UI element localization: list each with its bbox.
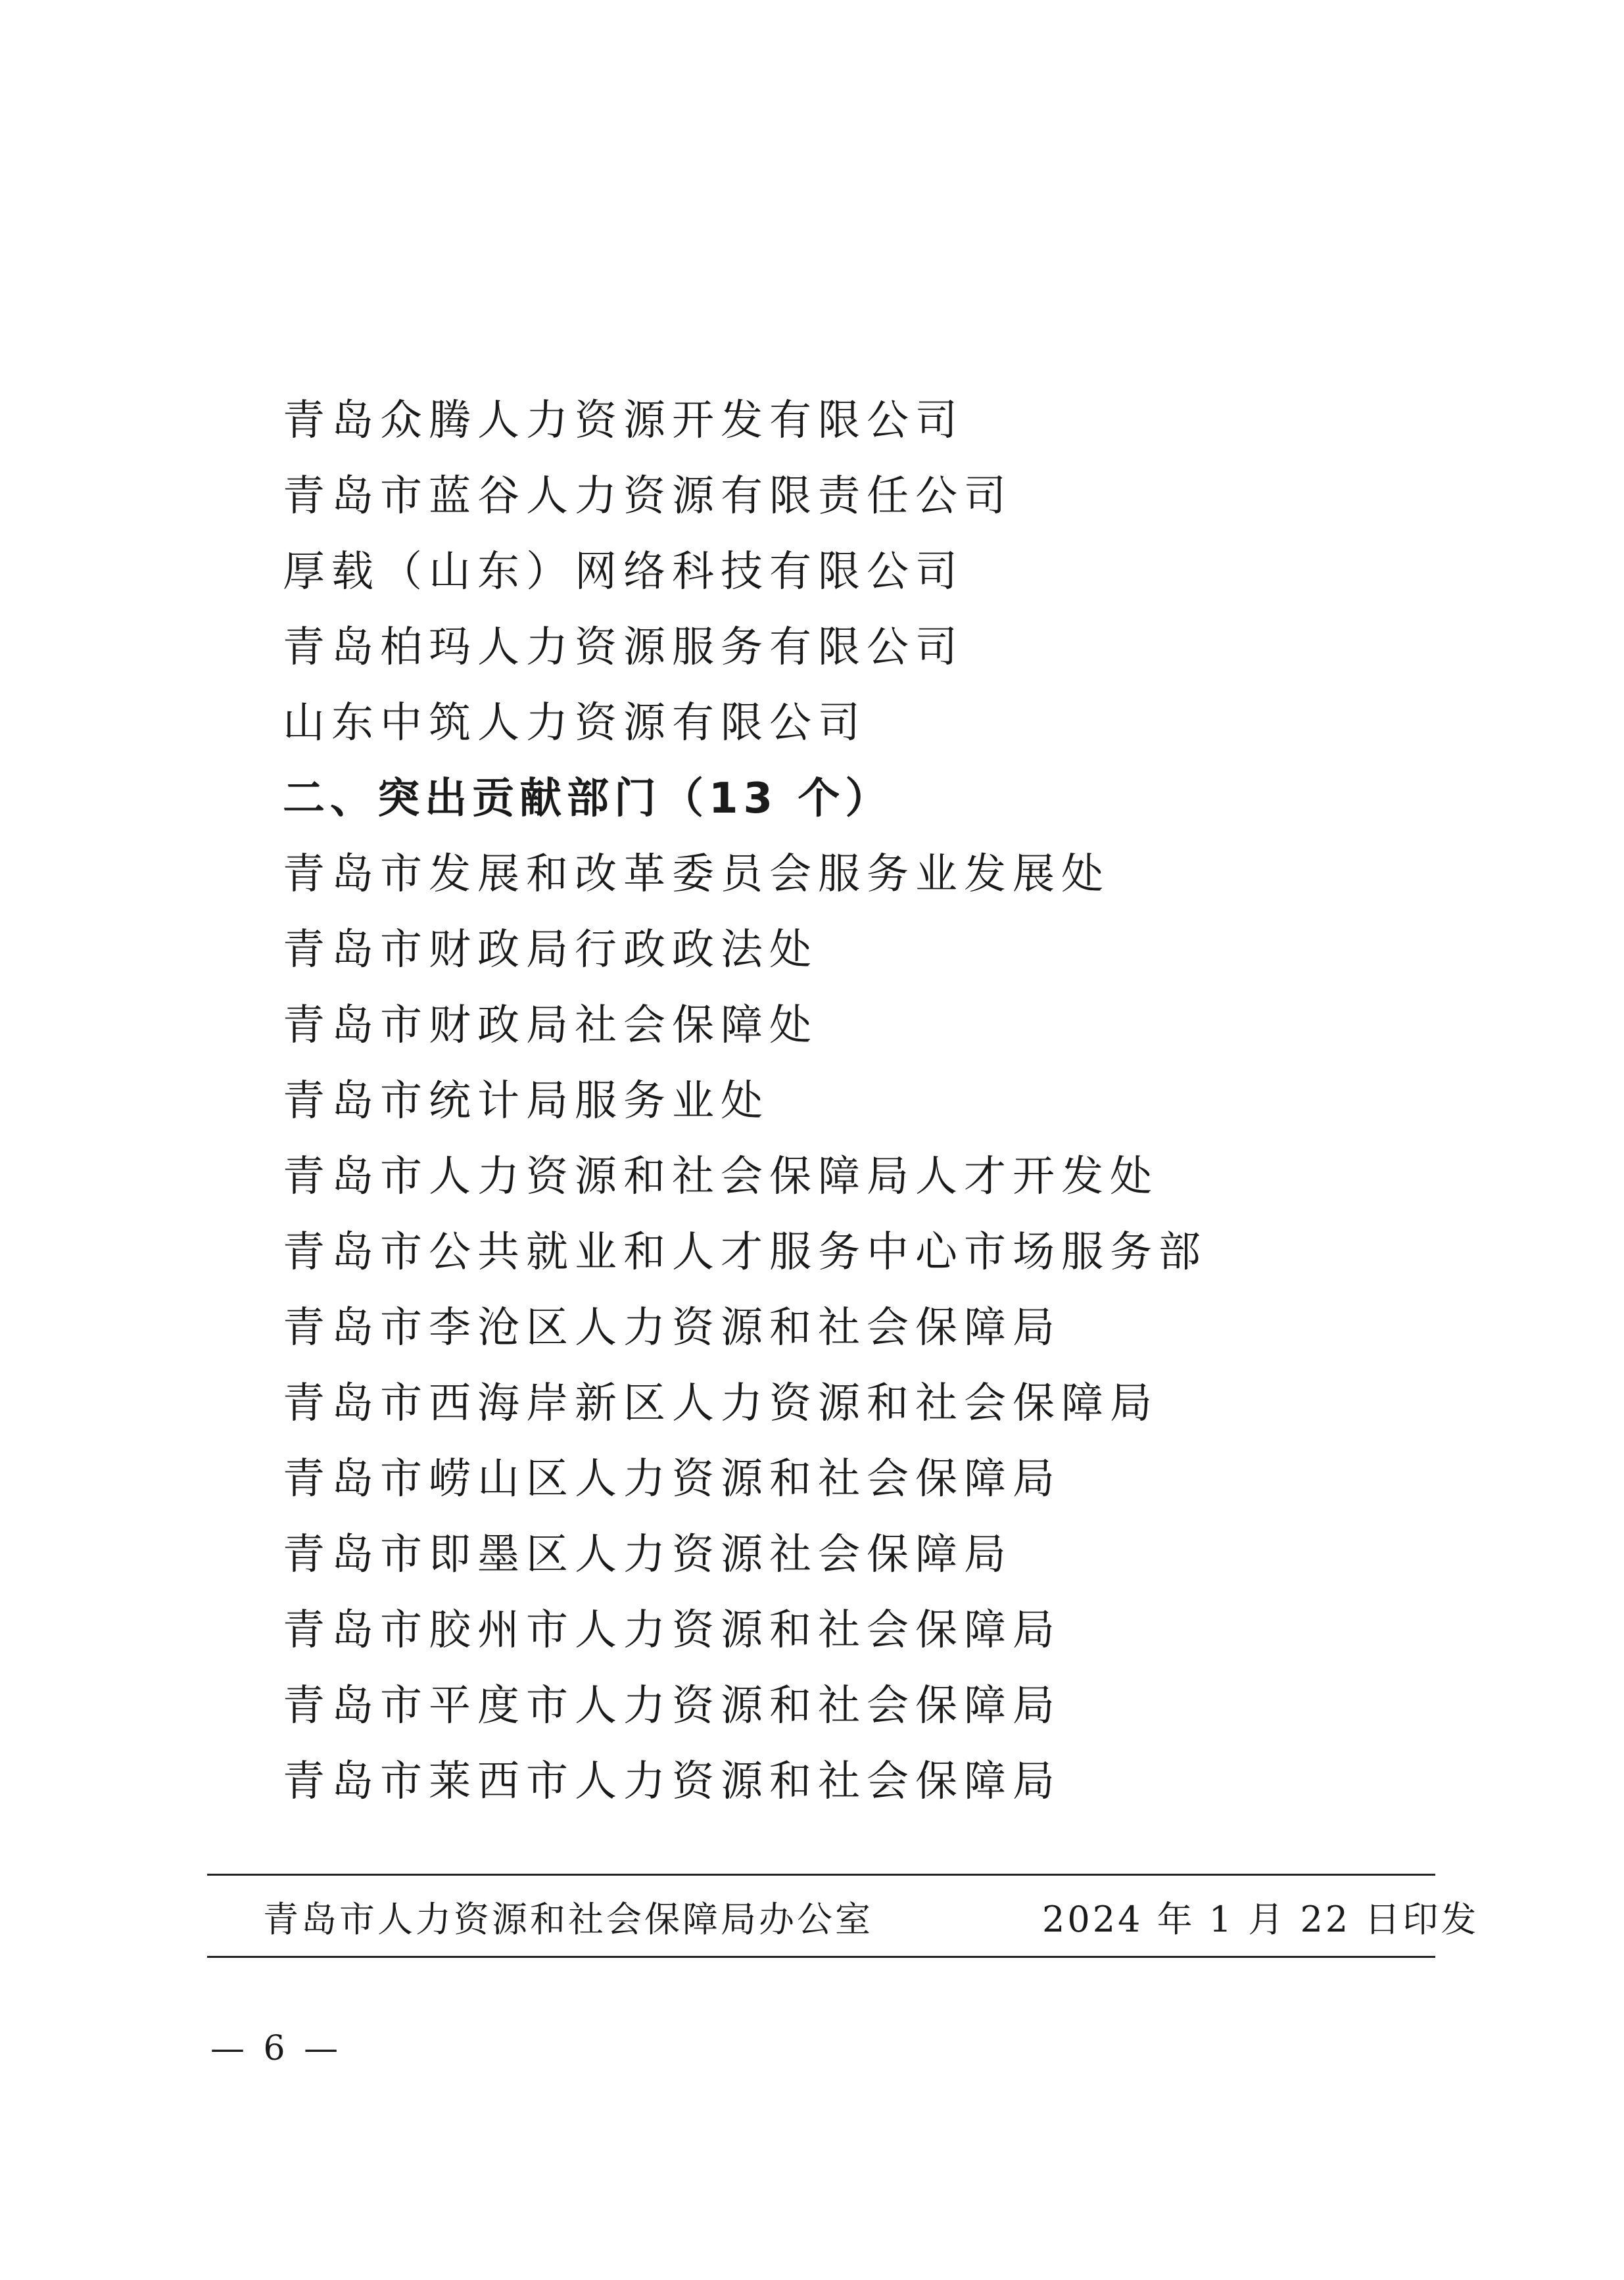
department-list-item: 青岛市崂山区人力资源和社会保障局 [283,1455,1061,1504]
department-list-item: 青岛市西海岸新区人力资源和社会保障局 [283,1379,1158,1428]
company-list-item: 青岛众腾人力资源开发有限公司 [283,396,964,445]
footer-print-date: 2024 年 1 月 22 日印发 [1042,1899,1479,1940]
department-list-item: 青岛市统计局服务业处 [283,1077,769,1126]
department-list-item: 青岛市人力资源和社会保障局人才开发处 [283,1152,1158,1201]
company-list-item: 厚载（山东）网络科技有限公司 [283,548,964,596]
department-list-item: 青岛市发展和改革委员会服务业发展处 [283,850,1110,899]
page-number: — 6 — [210,2029,343,2068]
department-list-item: 青岛市李沧区人力资源和社会保障局 [283,1304,1061,1352]
footer-top-rule [207,1874,1435,1876]
department-list-item: 青岛市平度市人力资源和社会保障局 [283,1682,1061,1730]
department-list-item: 青岛市胶州市人力资源和社会保障局 [283,1606,1061,1655]
department-list-item: 青岛市财政局行政政法处 [283,926,818,974]
department-list-item: 青岛市莱西市人力资源和社会保障局 [283,1757,1061,1806]
company-list-item: 青岛市蓝谷人力资源有限责任公司 [283,472,1013,521]
company-list-item: 青岛柏玛人力资源服务有限公司 [283,623,964,672]
department-list-item: 青岛市公共就业和人才服务中心市场服务部 [283,1228,1207,1277]
department-list-item: 青岛市即墨区人力资源社会保障局 [283,1531,1013,1579]
section-heading: 二、突出贡献部门（13 个） [283,774,893,823]
company-list-item: 山东中筑人力资源有限公司 [283,699,867,748]
department-list-item: 青岛市财政局社会保障处 [283,1001,818,1050]
footer-bottom-rule [207,1956,1435,1958]
footer-issuer: 青岛市人力资源和社会保障局办公室 [263,1899,873,1940]
